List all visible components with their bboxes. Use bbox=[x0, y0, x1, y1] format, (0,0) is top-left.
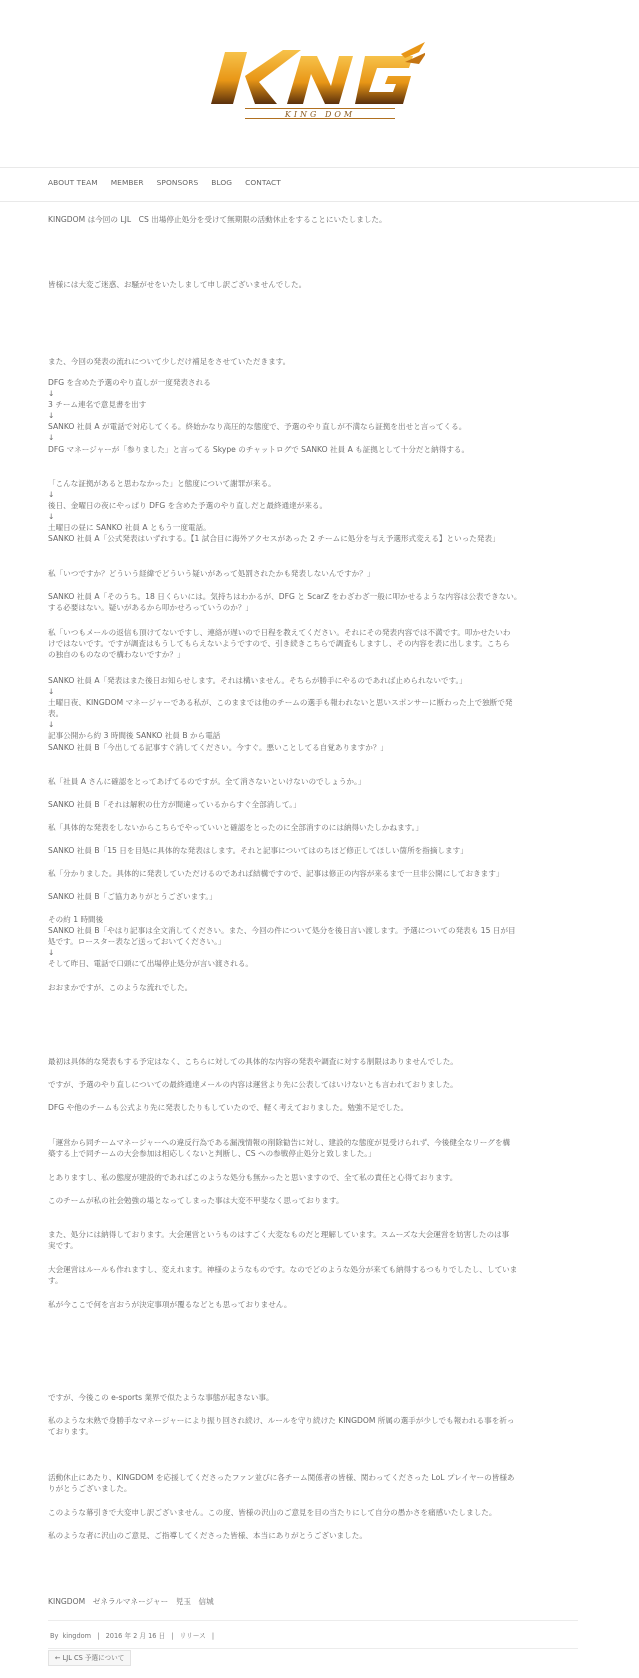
byline bbox=[50, 1630, 218, 1640]
article-paragraph: 最初は具体的な発表もする予定はなく、こちらに対しての具体的な内容の発表や調査に対する制限はありませんでした。 bbox=[48, 1057, 458, 1066]
article-paragraph: 「こんな証拠があると思わなかった」と態度について謝罪が来る。 ↓ 後日、金曜日の夜にやっぱり DFG を含めた予選のやり直しだと最終通達が来る。 ↓ 土曜日の昼に SANKO 社員 A ともう一度電話。 SANKO 社員 A「公式発表はいずれする。【1 試合目に海外アクセスがあった 2 チームに処分を与え予選形式変える】といった発表」 bbox=[48, 479, 500, 544]
previous-post-button[interactable]: ← LJL CS 予選について bbox=[48, 1650, 131, 1666]
article-paragraph: とありますし、私の態度が建設的であればこのような処分も無かったと思いますので、全て私の責任と心得ております。 bbox=[48, 1173, 458, 1182]
nav-list bbox=[48, 178, 294, 187]
article-paragraph: KINGDOM ゼネラルマネージャー 児玉 信城 bbox=[48, 1597, 214, 1606]
article-paragraph: SANKO 社員 A「発表はまた後日お知らせします。それは構いません。そちらが勝手にやるのであれば止められないです。」 ↓ 土曜日夜、KINGDOM マネージャーである私が、このままでは他のチームの選手も報われないと思いスポンサーに断わった上で独断で発 表。 ↓ 記事公開から約 3 時間後 SANKO 社員 B から電話 SANKO 社員 B「今出してる記事すぐ消してください。今すぐ。悪いことしてる自覚ありますか？」 bbox=[48, 676, 513, 752]
article-paragraph: SANKO 社員 B「それは解釈の仕方が間違っているからすぐ全部消して。」 bbox=[48, 800, 301, 809]
author-link[interactable]: kingdom bbox=[62, 1632, 92, 1640]
article-paragraph: 皆様には大変ご迷惑、お騒がせをいたしまして申し訳ございませんでした。 bbox=[48, 280, 307, 289]
article-paragraph: 私「いつですか？どういう経緯でどういう疑いがあって処罰されたかも発表しないんですか？」 bbox=[48, 569, 375, 578]
logo-subtitle: KING DOM bbox=[284, 110, 356, 119]
main-nav bbox=[0, 167, 639, 202]
article-paragraph: DFG を含めた予選のやり直しが一度発表される ↓ 3 チーム連名で意見書を出す ↓ SANKO 社員 A が電話で対応してくる。終始かなり高圧的な態度で、予選のやり直しが不満なら証拠を出せと言ってくる。 ↓ DFG マネージャーが「参りました」と言ってる Skype のチャットログで SANKO 社員 A も証拠として十分だと納得する。 bbox=[48, 378, 470, 454]
category-link[interactable]: リリース bbox=[179, 1632, 206, 1640]
article-paragraph: 私「具体的な発表をしないからこちらでやっていいと確認をとったのに全部消すのには納得いたしかねます。」 bbox=[48, 823, 424, 832]
article-paragraph: このような幕引きで大変申し訳ございません。この度、皆様の沢山のご意見を目の当たりにして自分の愚かさを痛感いたしました。 bbox=[48, 1508, 497, 1517]
date-link[interactable]: 2016 年 2 月 16 日 bbox=[105, 1632, 166, 1640]
article-paragraph: その約 1 時間後 SANKO 社員 B「やはり記事は全文消してください。また、今回の件について処分を後日言い渡します。予選についての発表も 15 日が目 処です。ロースター表など送っておいてください。」 ↓ そして昨日、電話で口頭にて出場停止処分が言い渡される。 bbox=[48, 915, 516, 969]
separator: | bbox=[211, 1632, 215, 1640]
nav-item-about-team[interactable]: ABOUT TEAM bbox=[48, 178, 98, 187]
article-paragraph: また、今回の発表の流れについて少しだけ補足をさせていただきます。 bbox=[48, 357, 291, 366]
article-paragraph: 活動休止にあたり、KINGDOM を応援してくださったファン並びに各チーム関係者の皆様、関わってくださった LoL プレイヤーの皆様あ りがとうございました。 bbox=[48, 1473, 515, 1494]
article-paragraph: 私「分かりました。具体的に発表していただけるのであれば結構ですので、記事は修正の内容が来るまで一旦非公開にしておきます」 bbox=[48, 869, 504, 878]
site-header bbox=[0, 0, 639, 167]
post-meta bbox=[48, 1620, 578, 1649]
article-paragraph: 私のような者に沢山のご意見、ご指導してくださった皆様、本当にありがとうございました。 bbox=[48, 1531, 367, 1540]
article-paragraph: 私「社員 A さんに確認をとってあげてるのですが。全て消さないといけないのでしょうか。」 bbox=[48, 777, 366, 786]
nav-item-member[interactable]: MEMBER bbox=[110, 178, 144, 187]
article-paragraph: このチームが私の社会勉強の場となってしまった事は大変不甲斐なく思っております。 bbox=[48, 1196, 344, 1205]
article-paragraph: KINGDOM は今回の LJL CS 出場停止処分を受けて無期限の活動休止をすることにいたしました。 bbox=[48, 215, 387, 224]
article-paragraph: おおまかですが、このような流れでした。 bbox=[48, 983, 193, 992]
article-paragraph: 大会運営はルールも作れますし、変えれます。神様のようなものです。なのでどのような処分が来ても納得するつもりでしたし、していま す。 bbox=[48, 1265, 518, 1286]
article-paragraph: 私が今ここで何を言おうが決定事項が覆るなどとも思っておりません。 bbox=[48, 1300, 292, 1309]
by-label: By bbox=[50, 1632, 59, 1640]
nav-item-blog[interactable]: BLOG bbox=[211, 178, 233, 187]
article-paragraph: また、処分には納得しております。大会運営というものはすごく大変なものだと理解しています。スムーズな大会運営を妨害したのは事 実です。 bbox=[48, 1230, 510, 1251]
article-paragraph: SANKO 社員 A「そのうち。18 日くらいには。気持ちはわかるが、DFG と ScarZ をわざわざ一般に叩かせるような内容は公表できない。 する必要はない。疑いがあるから叩かせろっていうのか？」 bbox=[48, 592, 522, 613]
nav-item-contact[interactable]: CONTACT bbox=[245, 178, 281, 187]
article-paragraph: ですが、予選のやり直しについての最終通達メールの内容は運営より先に公表してはいけないとも言われておりました。 bbox=[48, 1080, 458, 1089]
kingdom-logo[interactable] bbox=[205, 42, 425, 122]
article-paragraph: 私のような未熟で身勝手なマネージャーにより振り回され続け、ルールを守り続けた KINGDOM 所属の選手が少しでも報われる事を祈っ ております。 bbox=[48, 1416, 515, 1437]
article-paragraph: SANKO 社員 B「15 日を目処に具体的な発表はします。それと記事についてはのちほど修正してほしい箇所を指摘します」 bbox=[48, 846, 468, 855]
article-paragraph: SANKO 社員 B「ご協力ありがとうございます。」 bbox=[48, 892, 217, 901]
article-paragraph: 私「いつもメールの返信も頂けてないですし、連絡が遅いので日程を教えてください。それにその発表内容では不満です。叩かせたいわ けではないです。ですが調査はもうしてもらえないようですので、引き続きこちらで調査もしますし、その内容を表に出します。こちら の独自のものなので構わないですか？」 bbox=[48, 628, 511, 660]
separator: | bbox=[97, 1632, 100, 1640]
separator: | bbox=[171, 1632, 174, 1640]
article-paragraph: ですが、今後この e-sports 業界で似たような事態が起きない事。 bbox=[48, 1393, 274, 1402]
article-paragraph: 「運営から同チームマネージャーへの違反行為である漏洩情報の削除勧告に対し、建設的な態度が見受けられず、今後健全なリーグを構 築する上で同チームの大会参加は相応しくないと判断し、CS への参戦停止処分と致しました。」 bbox=[48, 1138, 511, 1159]
nav-item-sponsors[interactable]: SPONSORS bbox=[156, 178, 199, 187]
article-paragraph: DFG や他のチームも公式より先に発表したりもしていたので、軽く考えておりました。勉強不足でした。 bbox=[48, 1103, 409, 1112]
